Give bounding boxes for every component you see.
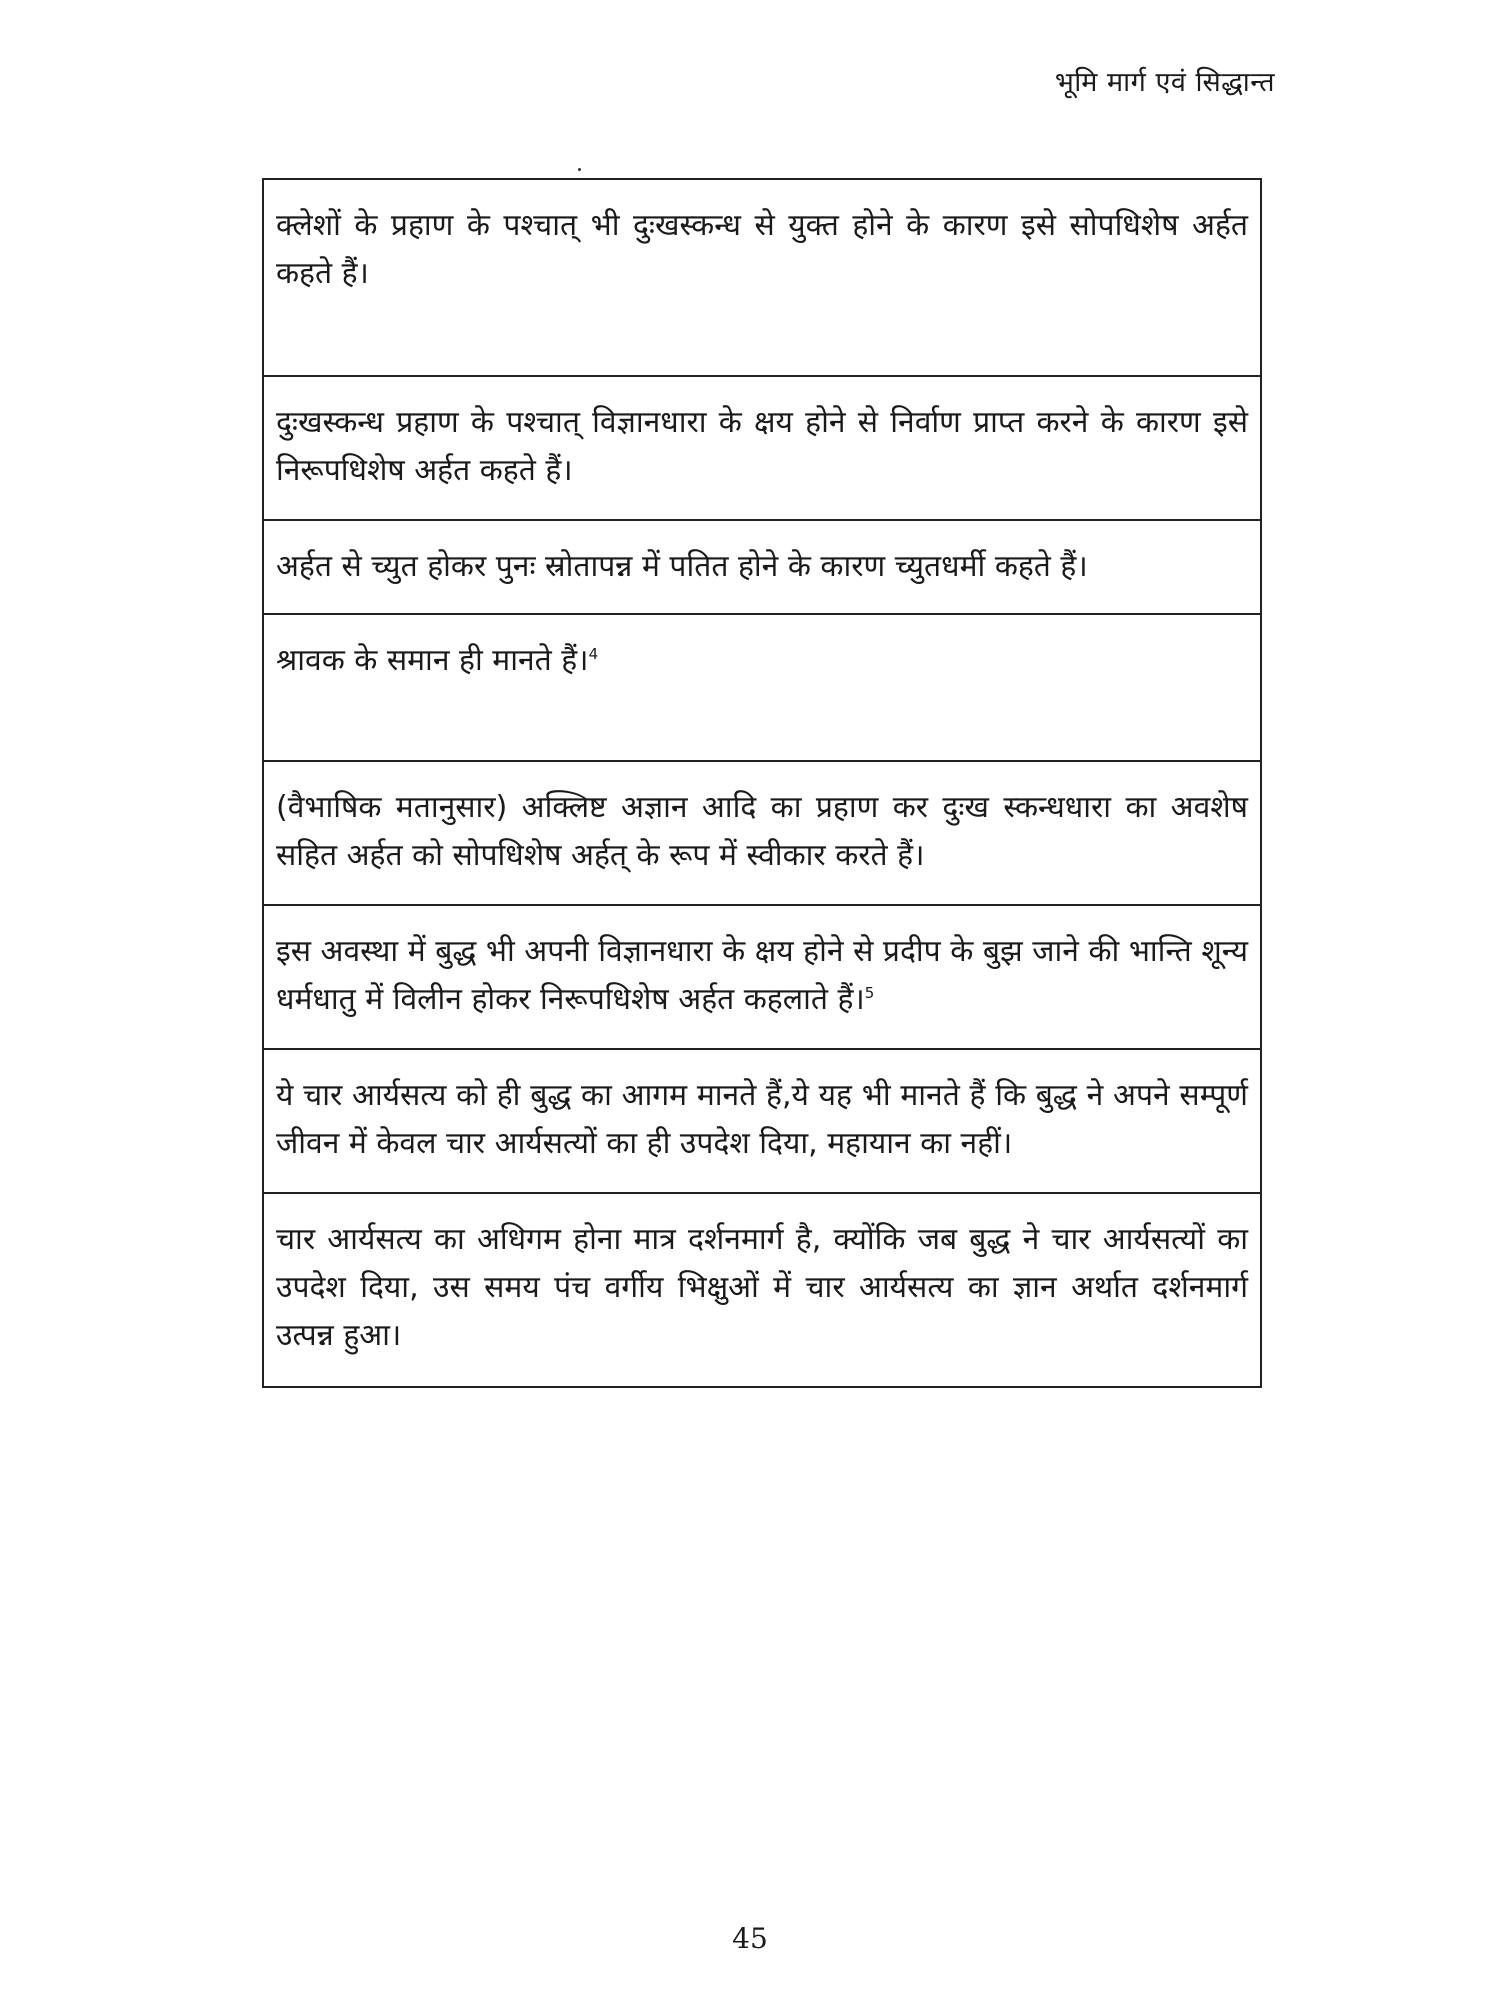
cell-text: अर्हत से च्युत होकर पुनः स्रोतापन्न में पतित होने के कारण च्युतधर्मी कहते हैं। (276, 549, 1088, 584)
table-cell (263, 376, 1261, 520)
cell-text: ये चार आर्यसत्य को ही बुद्ध का आगम मानते हैं,ये यह भी मानते हैं कि बुद्ध ने अपने सम्पूर्ण जीवन में केवल चार आर्यसत्यों का ही उपदेश दिया, महायान का नहीं। (276, 1078, 1248, 1161)
table-cell (263, 1049, 1261, 1193)
cell-text: इस अवस्था में बुद्ध भी अपनी विज्ञानधारा के क्षय होने से प्रदीप के बुझ जाने की भान्ति शून्य धर्मधातु में विलीन होकर निरूपधिशेष अर्हत कहलाते हैं। (276, 934, 1248, 1017)
table-row (263, 905, 1261, 1049)
table-row (263, 1049, 1261, 1193)
page-number: 45 (732, 1922, 768, 1955)
cell-text: क्लेशों के प्रहाण के पश्चात् भी दुःखस्कन्ध से युक्त होने के कारण इसे सोपधिशेष अर्हत कहते हैं। (276, 208, 1248, 291)
footnote-marker: 4 (588, 645, 599, 663)
running-header: भूमि मार्ग एवं सिद्धान्त (1054, 67, 1275, 98)
content-table (262, 178, 1262, 1388)
cell-text: चार आर्यसत्य का अधिगम होना मात्र दर्शनमार्ग है, क्योंकि जब बुद्ध ने चार आर्यसत्यों का उपदेश दिया, उस समय पंच वर्गीय भिक्षुओं में चार आर्यसत्य का ज्ञान अर्थात दर्शनमार्ग उत्पन्न हुआ। (276, 1222, 1248, 1353)
scan-speck (578, 168, 581, 171)
table-row (263, 761, 1261, 905)
table-cell (263, 179, 1261, 376)
table-row (263, 520, 1261, 614)
cell-text: श्रावक के समान ही मानते हैं। (276, 643, 589, 678)
table-row (263, 376, 1261, 520)
table-cell (263, 614, 1261, 761)
table-row (263, 1193, 1261, 1387)
cell-text: (वैभाषिक मतानुसार) अक्लिष्ट अज्ञान आदि का प्रहाण कर दुःख स्कन्धधारा का अवशेष सहित अर्हत को सोपधिशेष अर्हत् के रूप में स्वीकार करते हैं। (276, 790, 1248, 873)
table-cell (263, 761, 1261, 905)
footnote-marker: 5 (864, 984, 875, 1002)
table-cell (263, 520, 1261, 614)
table-row (263, 614, 1261, 761)
table-cell (263, 905, 1261, 1049)
table-row (263, 179, 1261, 376)
cell-text: दुःखस्कन्ध प्रहाण के पश्चात् विज्ञानधारा के क्षय होने से निर्वाण प्राप्त करने के कारण इसे निरूपधिशेष अर्हत कहते हैं। (276, 405, 1248, 488)
table-cell (263, 1193, 1261, 1387)
